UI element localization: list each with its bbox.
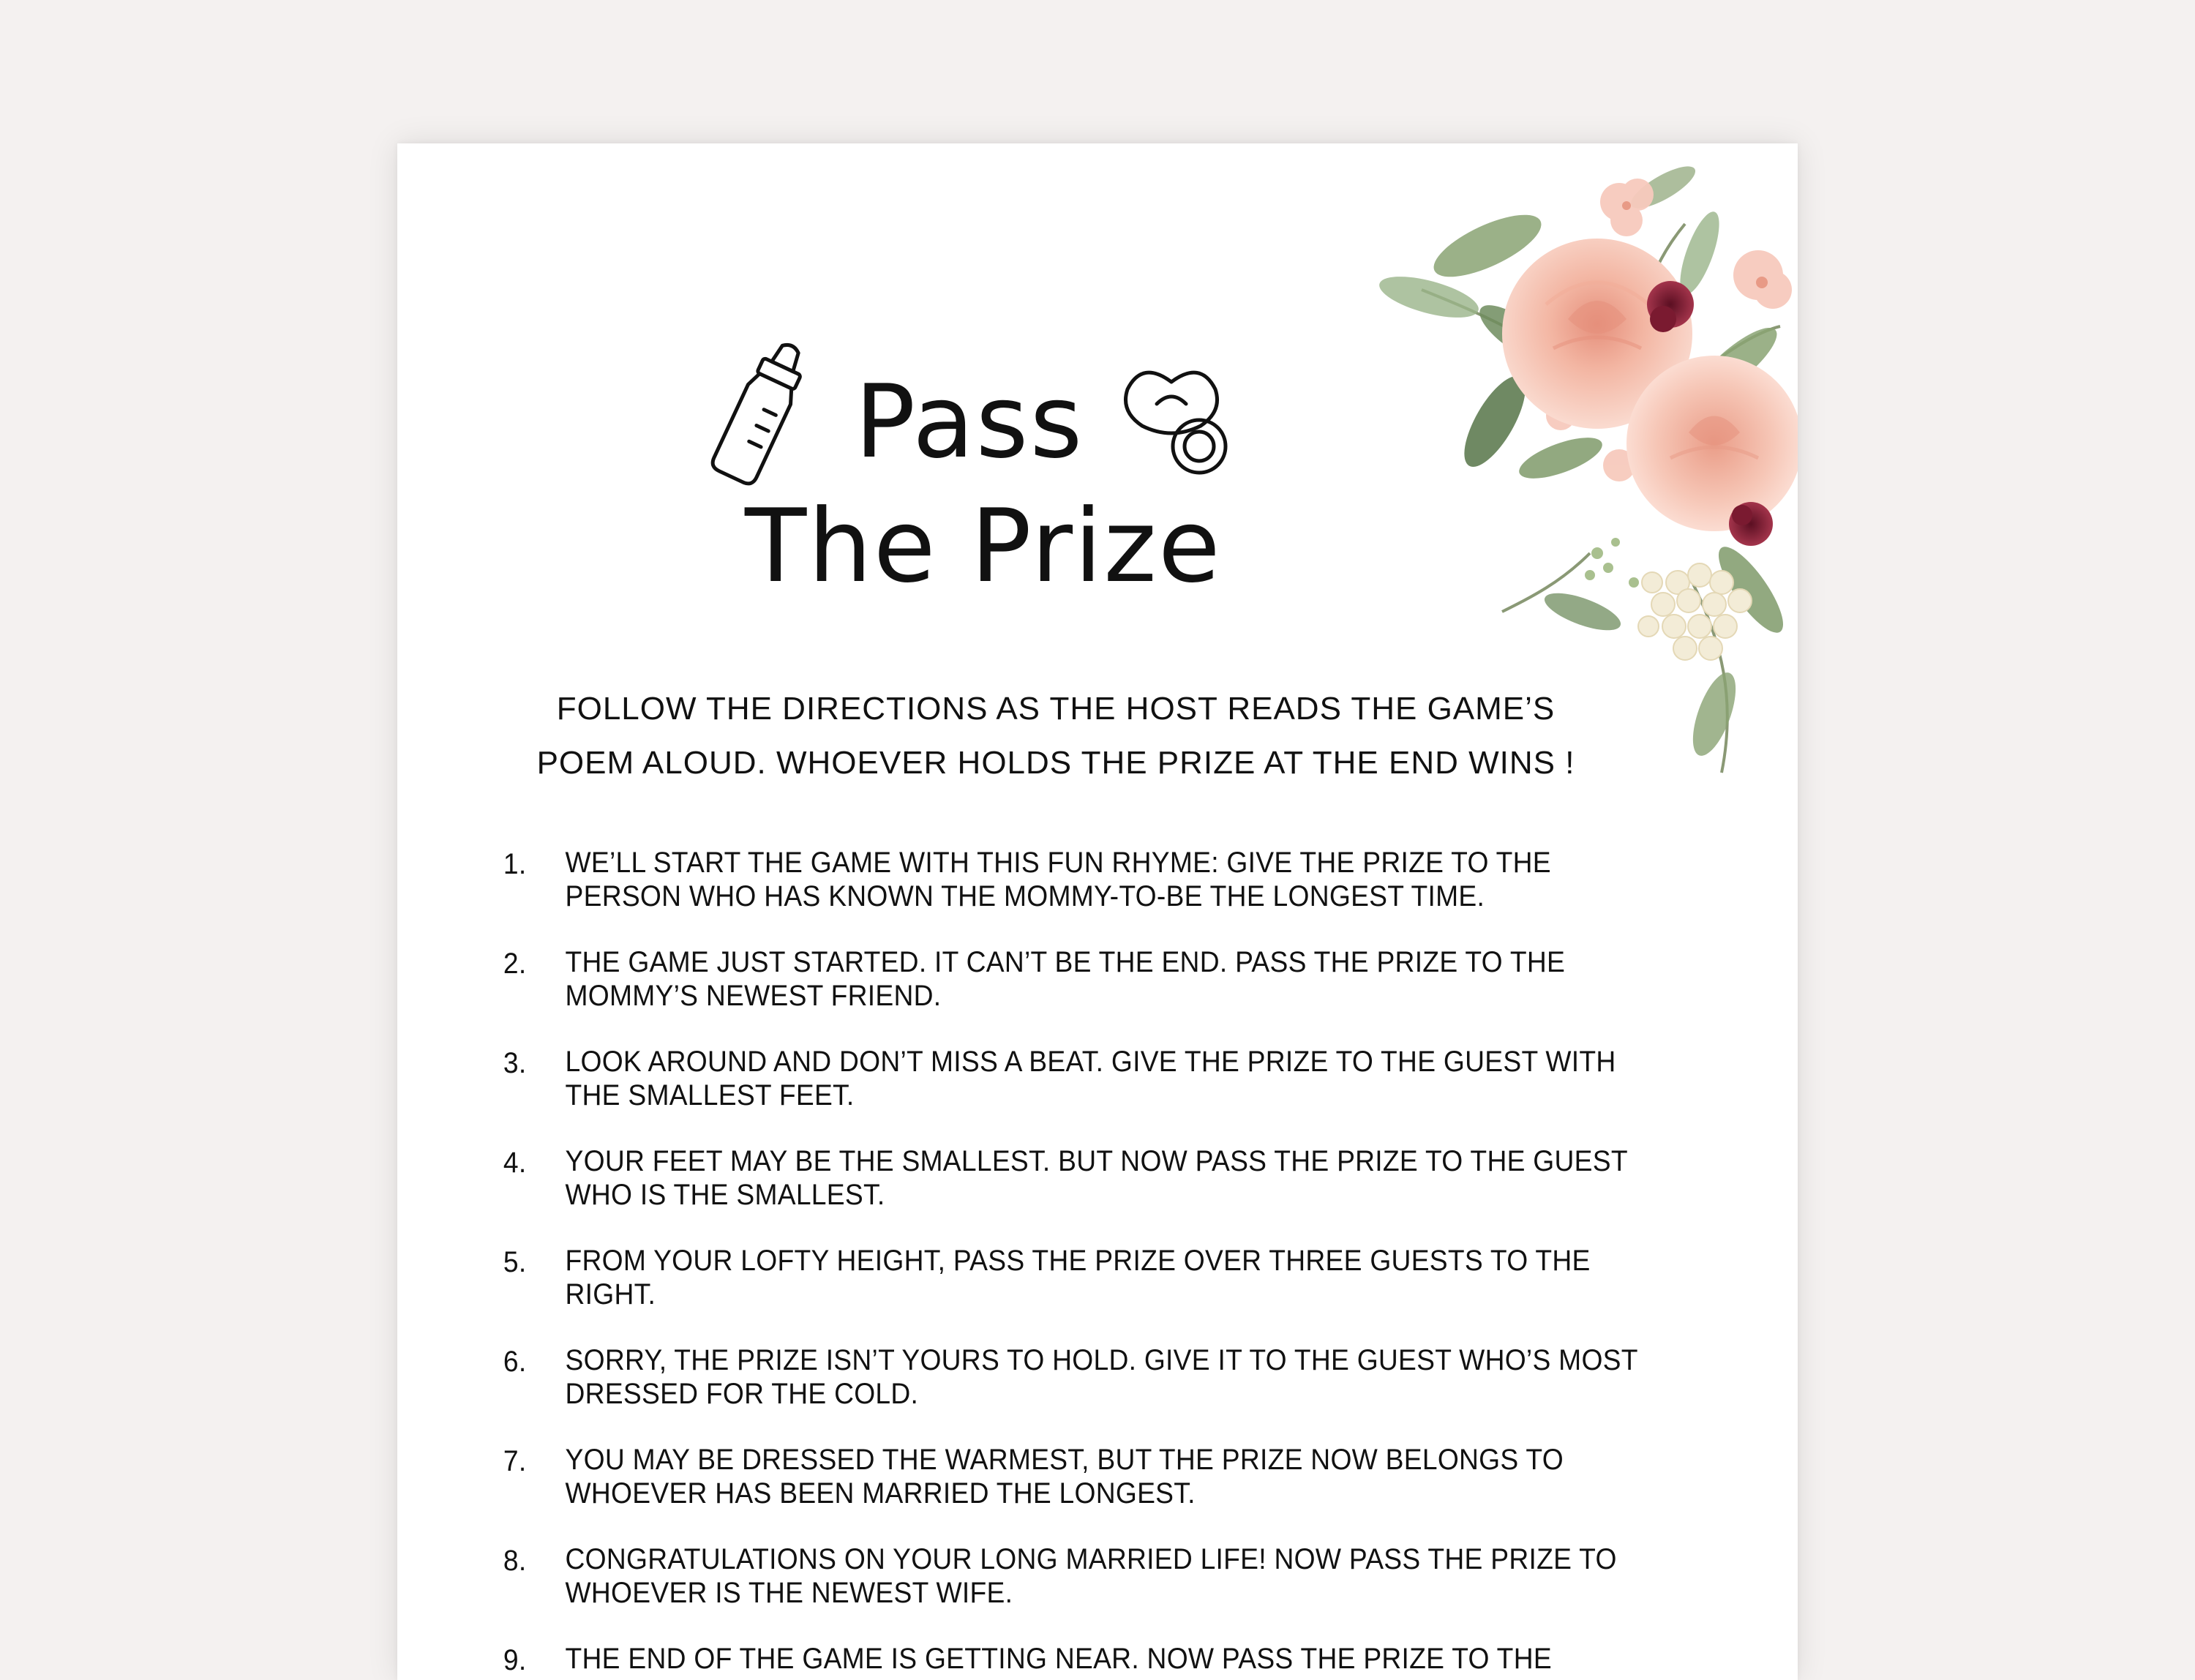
- step-line-1: FROM YOUR LOFTY HEIGHT, PASS THE PRIZE OVER THREE GUESTS TO THE RIGHT.: [565, 1245, 1591, 1310]
- step-number: 4.: [503, 1147, 527, 1179]
- step-number: 2.: [503, 948, 527, 980]
- step-number: 5.: [503, 1246, 527, 1278]
- step-item: [492, 1443, 1798, 1510]
- step-line-1: YOUR FEET MAY BE THE SMALLEST. BUT NOW PASS THE PRIZE TO THE GUEST: [565, 1145, 1628, 1177]
- step-line-1: THE END OF THE GAME IS GETTING NEAR. NOW PASS THE PRIZE TO THE: [565, 1643, 1552, 1675]
- instructions: [492, 682, 1619, 790]
- step-number: 9.: [503, 1644, 527, 1676]
- title-line-1: Pass: [855, 363, 1084, 481]
- step-line-2: WHO IS THE SMALLEST.: [565, 1179, 885, 1211]
- step-number: 6.: [503, 1346, 527, 1378]
- step-item: [492, 1144, 1798, 1212]
- instructions-line-2: POEM ALOUD. WHOEVER HOLDS THE PRIZE AT THE END WINS !: [536, 745, 1575, 781]
- step-line-2: WHOEVER HAS BEEN MARRIED THE LONGEST.: [565, 1477, 1196, 1510]
- step-line-1: WE’LL START THE GAME WITH THIS FUN RHYME: GIVE THE PRIZE TO THE: [565, 847, 1551, 879]
- step-line-1: YOU MAY BE DRESSED THE WARMEST, BUT THE PRIZE NOW BELONGS TO: [565, 1444, 1564, 1476]
- step-item: [492, 945, 1798, 1013]
- instructions-line-1: FOLLOW THE DIRECTIONS AS THE HOST READS THE GAME’S: [556, 691, 1556, 727]
- step-item: [492, 1542, 1798, 1610]
- step-line-1: THE GAME JUST STARTED. IT CAN’T BE THE END. PASS THE PRIZE TO THE: [565, 946, 1566, 978]
- step-number: 8.: [503, 1545, 527, 1577]
- step-item: [492, 1642, 1798, 1676]
- step-item: [492, 1343, 1798, 1411]
- game-sheet: [397, 143, 1798, 1680]
- step-item: [492, 1244, 1798, 1311]
- step-number: 1.: [503, 848, 527, 880]
- steps-list: [492, 846, 1736, 1680]
- baby-bottle-icon: [701, 335, 818, 496]
- step-item: [492, 1045, 1798, 1112]
- step-item: [492, 846, 1798, 913]
- step-line-2: PERSON WHO HAS KNOWN THE MOMMY-TO-BE THE LONGEST TIME.: [565, 880, 1485, 912]
- pacifier-icon: [1106, 360, 1245, 484]
- step-line-1: SORRY, THE PRIZE ISN’T YOURS TO HOLD. GIVE IT TO THE GUEST WHO’S MOST: [565, 1344, 1638, 1376]
- step-line-2: DRESSED FOR THE COLD.: [565, 1378, 919, 1410]
- step-line-2: THE SMALLEST FEET.: [565, 1079, 855, 1111]
- step-line-2: WHOEVER IS THE NEWEST WIFE.: [565, 1577, 1013, 1609]
- step-line-1: CONGRATULATIONS ON YOUR LONG MARRIED LIFE! NOW PASS THE PRIZE TO: [565, 1543, 1617, 1575]
- title-line-2: The Prize: [745, 487, 1222, 605]
- step-number: 7.: [503, 1445, 527, 1477]
- step-line-1: LOOK AROUND AND DON’T MISS A BEAT. GIVE THE PRIZE TO THE GUEST WITH: [565, 1046, 1616, 1078]
- step-line-2: MOMMY’S NEWEST FRIEND.: [565, 980, 942, 1012]
- step-number: 3.: [503, 1047, 527, 1079]
